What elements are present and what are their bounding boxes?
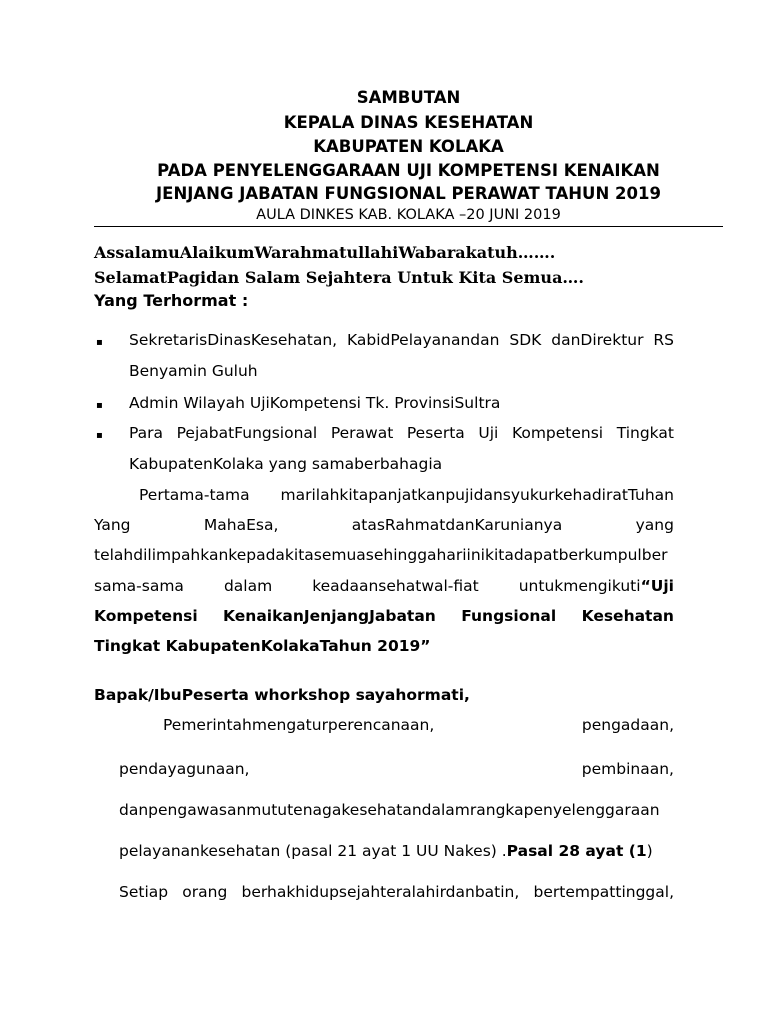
text-word: PejabatFungsional (176, 424, 318, 442)
text-word: RS (653, 331, 674, 349)
text-word-part: untukmengikuti (518, 577, 641, 595)
text-segment-bold: Pasal 28 ayat (1 (506, 842, 647, 860)
para1-line5 (94, 607, 674, 625)
text-word: Fungsional (461, 607, 557, 625)
title-kepala-dinas: KEPALA DINAS KESEHATAN (283, 113, 534, 132)
para2-line3: danpengawasanmututenagakesehatandalamrangkapenyelenggaraan (119, 801, 660, 819)
text-word: SDK (509, 331, 542, 349)
text-word: Yang (94, 516, 131, 534)
para1-line6: Tingkat KabupatenKolakaTahun 2019” (94, 637, 431, 655)
greeting-selamat-pagi: SelamatPagidan Salam Sejahtera Untuk Kita Semua…. (94, 268, 584, 287)
text-word: Pertama-tama (139, 486, 250, 504)
text-word: Pemerintahmengaturperencanaan, (163, 716, 435, 734)
text-word: sama-sama (94, 577, 184, 595)
para2-line2 (119, 760, 674, 778)
text-word: keadaansehatwal-fiat (312, 577, 479, 595)
address-heading: Bapak/IbuPeserta whorkshop sayahormati, (94, 686, 470, 704)
bullet-3-line1 (129, 424, 674, 442)
title-event-line1: PADA PENYELENGGARAAN UJI KOMPETENSI KENAIKAN (157, 161, 660, 180)
text-word: pendayagunaan, (119, 760, 250, 778)
para2-line4 (119, 842, 653, 860)
para1-line2 (94, 516, 674, 534)
text-word-bold: “Uji (640, 577, 674, 595)
text-word (519, 577, 674, 595)
bullet-1-line1 (129, 331, 674, 349)
title-kabupaten: KABUPATEN KOLAKA (313, 137, 504, 156)
bullet-marker: ▪ (96, 430, 103, 441)
para1-line4 (94, 577, 674, 595)
bullet-marker: ▪ (96, 400, 103, 411)
bullet-2-line1: Admin Wilayah UjiKompetensi Tk. ProvinsiSultra (129, 394, 501, 412)
text-word: Peserta (406, 424, 465, 442)
greeting-yang-terhormat: Yang Terhormat : (94, 291, 249, 310)
text-word: MahaEsa, (203, 516, 279, 534)
para2-line5 (119, 883, 674, 901)
text-word: danDirektur (551, 331, 644, 349)
para1-line3: telahdilimpahkankepadakitasemuasehinggahariinikitadapatberkumpulber (94, 546, 668, 564)
text-segment: ) (646, 842, 653, 860)
text-word: KenaikanJenjangJabatan (223, 607, 436, 625)
para2-line1 (163, 716, 674, 734)
text-word: atasRahmatdanKarunianya (351, 516, 563, 534)
text-word: KabidPelayanandan (346, 331, 500, 349)
text-word: Tingkat (616, 424, 674, 442)
bullet-3-line2: KabupatenKolaka yang samaberbahagia (129, 455, 443, 473)
text-word: orang (182, 883, 228, 901)
text-word: bertempattinggal, (533, 883, 674, 901)
bullet-marker: ▪ (96, 337, 103, 348)
text-word: Para (129, 424, 164, 442)
bullet-1-line2: Benyamin Guluh (129, 362, 258, 380)
text-word: marilahkitapanjatkanpujidansyukurkehadiratTuhan (280, 486, 674, 504)
text-word: pengadaan, (581, 716, 674, 734)
header-divider (94, 226, 723, 227)
text-word: Kesehatan (581, 607, 674, 625)
text-word: Uji (478, 424, 499, 442)
text-word: Perawat (330, 424, 394, 442)
text-segment: pelayanankesehatan (pasal 21 ayat 1 UU Nakes) . (119, 842, 507, 860)
para1-line1 (139, 486, 674, 504)
text-word: SekretarisDinasKesehatan, (129, 331, 338, 349)
text-word: dalam (223, 577, 273, 595)
venue-date: AULA DINKES KAB. KOLAKA –20 JUNI 2019 (256, 207, 561, 223)
title-event-line2: JENJANG JABATAN FUNGSIONAL PERAWAT TAHUN 2019 (156, 184, 661, 203)
text-word: yang (635, 516, 674, 534)
text-word: Setiap (119, 883, 169, 901)
greeting-salam: AssalamuAlaikumWarahmatullahiWabarakatuh……. (94, 243, 556, 262)
text-word: Kompetensi (94, 607, 198, 625)
title-sambutan: SAMBUTAN (356, 88, 461, 107)
text-word: Kompetensi (511, 424, 604, 442)
text-word: berhakhidupsejahteralahirdanbatin, (241, 883, 520, 901)
text-word: pembinaan, (581, 760, 674, 778)
